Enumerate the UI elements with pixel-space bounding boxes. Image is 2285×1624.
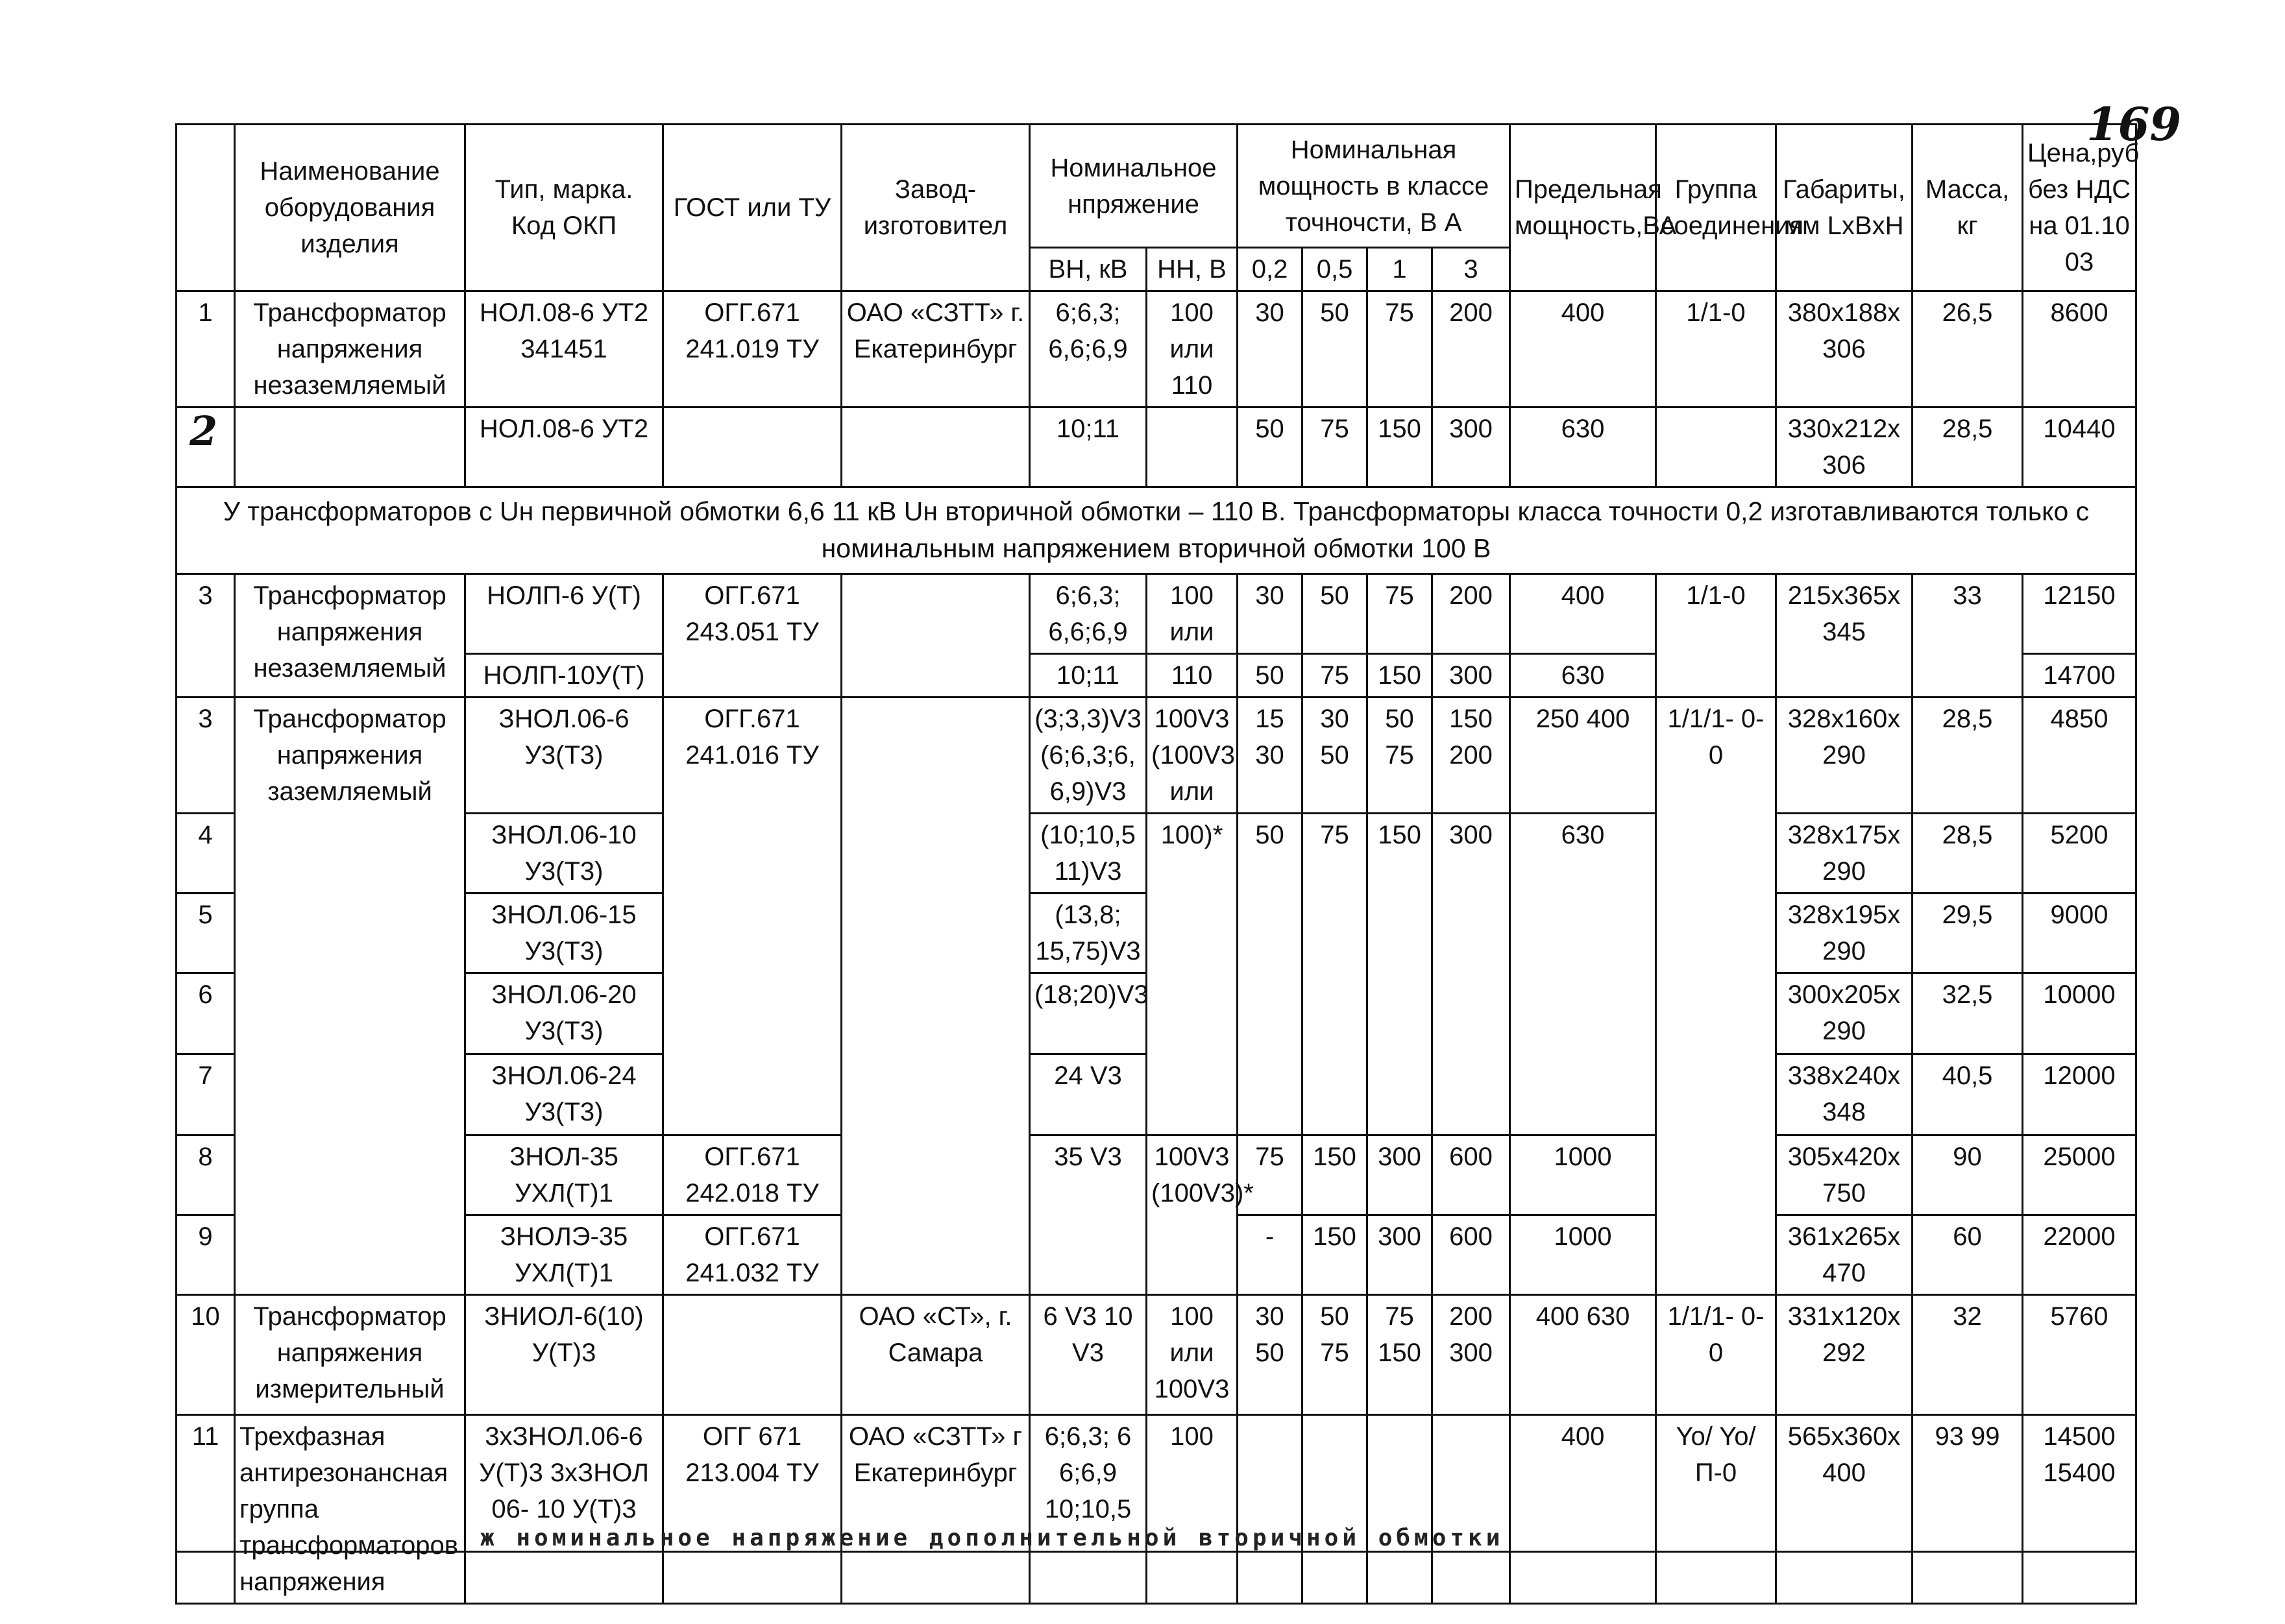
cell-price: 10000 xyxy=(2023,973,2136,1054)
cell-type: ЗНИОЛ-6(10) У(Т)3 xyxy=(465,1294,663,1414)
cell-p3: 300 xyxy=(1432,813,1510,1135)
cell-p1: 150 xyxy=(1367,653,1432,697)
cell-type: 3хЗНОЛ.06-6 У(Т)3 3хЗНОЛ 06- 10 У(Т)3 xyxy=(465,1414,663,1603)
cell-type: ЗНОЛЭ-35 УХЛ(Т)1 xyxy=(465,1215,663,1294)
cell-type: ЗНОЛ.06-24 У3(Т3) xyxy=(465,1054,663,1135)
cell-group: Yo/ Yo/ П-0 xyxy=(1656,1414,1776,1603)
cell-type: НОЛП-10У(Т) xyxy=(465,653,663,697)
cell-price: 5200 xyxy=(2023,813,2136,893)
cell-limit: 630 xyxy=(1510,813,1656,1135)
cell-limit: 400 xyxy=(1510,291,1656,407)
cell-gost: ОГГ.671 241.019 ТУ xyxy=(663,291,842,407)
cell-plant xyxy=(842,407,1030,487)
cell-p02: 50 xyxy=(1238,813,1302,1135)
cell-p05: 30 50 xyxy=(1302,697,1367,813)
table-row xyxy=(177,574,2136,653)
cell-p02: 75 xyxy=(1238,1135,1302,1215)
cell-vn: 24 V3 xyxy=(1030,1054,1147,1135)
cell-plant: ОАО «СЗТТ» г Екатеринбург xyxy=(842,1414,1030,1603)
note-text: У трансформаторов с Uн первичной обмотки 6,6 11 кВ Uн вторичной обмотки – 110 В. Трансформаторы класса точности 0,2 изготавливаются только с номинальным напряжением вторичной обмотки 100 В xyxy=(177,487,2136,574)
cell-n: 4 xyxy=(177,813,235,893)
cell-p05: 75 xyxy=(1302,813,1367,1135)
cell-mass: 28,5 xyxy=(1912,813,2023,893)
cell-vn: (18;20)V3 xyxy=(1030,973,1147,1054)
cell-plant: ОАО «СТ», г. Самара xyxy=(842,1294,1030,1414)
header-gost: ГОСТ или ТУ xyxy=(663,125,842,291)
header-group: Группа соединения xyxy=(1656,125,1776,291)
cell-vn: 6;6,3; 6,6;6,9 xyxy=(1030,574,1147,653)
cell-n: 1 xyxy=(177,291,235,407)
cell-p02: - xyxy=(1238,1215,1302,1294)
cell-name: Трансформатор напряжения заземляемый xyxy=(235,697,465,1294)
cell-mass: 29,5 xyxy=(1912,893,2023,973)
cell-name: Трансформатор напряжения незаземляемый xyxy=(235,291,465,407)
cell-limit: 400 xyxy=(1510,1414,1656,1603)
header-c05: 0,5 xyxy=(1302,248,1367,291)
page-number: 169 xyxy=(2086,97,2182,151)
cell-p1: 75 xyxy=(1367,574,1432,653)
cell-vn: 10;11 xyxy=(1030,653,1147,697)
cell-p05: 150 xyxy=(1302,1135,1367,1215)
cell-dims: 328x195x 290 xyxy=(1776,893,1912,973)
cell-type: НОЛП-6 У(Т) xyxy=(465,574,663,653)
cell-plant xyxy=(842,697,1030,1294)
footnote: ж номинальное напряжение дополнительной вторичной обмотки xyxy=(480,1525,1504,1551)
cell-p3: 150 200 xyxy=(1432,697,1510,813)
table-row xyxy=(177,813,2136,893)
cell-p05: 75 xyxy=(1302,407,1367,487)
cell-dims: 328x160x 290 xyxy=(1776,697,1912,813)
cell-mass: 32 xyxy=(1912,1294,2023,1414)
cell-p1: 150 xyxy=(1367,813,1432,1135)
cell-p02: 15 30 xyxy=(1238,697,1302,813)
cell-p05: 50 75 xyxy=(1302,1294,1367,1414)
cell-type: ЗНОЛ-35 УХЛ(Т)1 xyxy=(465,1135,663,1215)
cell-mass: 33 xyxy=(1912,574,2023,697)
cell-type: ЗНОЛ.06-10 У3(Т3) xyxy=(465,813,663,893)
header-plant: Завод-изготовител xyxy=(842,125,1030,291)
cell-nn: 110 xyxy=(1147,653,1238,697)
cell-vn: 35 V3 xyxy=(1030,1135,1147,1294)
cell-limit: 630 xyxy=(1510,407,1656,487)
cell-p3: 300 xyxy=(1432,653,1510,697)
cell-vn: (13,8; 15,75)V3 xyxy=(1030,893,1147,973)
cell-vn: (10;10,5 11)V3 xyxy=(1030,813,1147,893)
header-type: Тип, марка. Код ОКП xyxy=(465,125,663,291)
cell-n: 9 xyxy=(177,1215,235,1294)
cell-gost: ОГГ.671 241.016 ТУ xyxy=(663,697,842,1135)
cell-p05: 50 xyxy=(1302,574,1367,653)
cell-p05: 75 xyxy=(1302,653,1367,697)
cell-dims: 215x365x 345 xyxy=(1776,574,1912,697)
cell-nn: 100)* xyxy=(1147,813,1238,1135)
cell-plant: ОАО «СЗТТ» г. Екатеринбург xyxy=(842,291,1030,407)
cell-dims: 330x212x 306 xyxy=(1776,407,1912,487)
cell-n: 7 xyxy=(177,1054,235,1135)
cell-limit: 1000 xyxy=(1510,1135,1656,1215)
cell-nn xyxy=(1147,407,1238,487)
cell-vn: 10;11 xyxy=(1030,407,1147,487)
cell-name: Трехфазная антирезонансная группа трансформаторов напряжения xyxy=(235,1414,465,1603)
cell-mass: 93 99 xyxy=(1912,1414,2023,1603)
cell-n: 3 xyxy=(177,697,235,813)
cell-p3: 300 xyxy=(1432,407,1510,487)
header-c1: 1 xyxy=(1367,248,1432,291)
cell-gost: ОГГ.671 243.051 ТУ xyxy=(663,574,842,697)
cell-n xyxy=(177,407,235,487)
cell-mass: 40,5 xyxy=(1912,1054,2023,1135)
cell-p02: 50 xyxy=(1238,407,1302,487)
cell-plant xyxy=(842,574,1030,697)
table-row xyxy=(177,1294,2136,1414)
header-power-class: Номинальная мощность в классе точночсти, В А xyxy=(1238,125,1510,248)
cell-type: НОЛ.08-6 УТ2 xyxy=(465,407,663,487)
cell-mass: 32,5 xyxy=(1912,973,2023,1054)
cell-price: 5760 xyxy=(2023,1294,2136,1414)
cell-type: ЗНОЛ.06-20 У3(Т3) xyxy=(465,973,663,1054)
cell-mass: 28,5 xyxy=(1912,407,2023,487)
cell-p3: 600 xyxy=(1432,1215,1510,1294)
cell-limit: 400 630 xyxy=(1510,1294,1656,1414)
cell-nn: 100V3 (100V3 или xyxy=(1147,697,1238,813)
cell-dims: 361x265x 470 xyxy=(1776,1215,1912,1294)
cell-price: 14500 15400 xyxy=(2023,1414,2136,1603)
cell-p3: 200 300 xyxy=(1432,1294,1510,1414)
cell-dims: 380x188x 306 xyxy=(1776,291,1912,407)
header-row-1 xyxy=(177,125,2136,248)
cell-price: 8600 xyxy=(2023,291,2136,407)
table-row xyxy=(177,407,2136,487)
bottom-rule xyxy=(175,1551,2135,1553)
spec-table-container xyxy=(175,123,2140,1596)
cell-limit: 250 400 xyxy=(1510,697,1656,813)
cell-p02: 50 xyxy=(1238,653,1302,697)
cell-name: Трансформатор напряжения незаземляемый xyxy=(235,574,465,697)
cell-group: 1/1/1- 0-0 xyxy=(1656,697,1776,1294)
cell-price: 14700 xyxy=(2023,653,2136,697)
cell-vn: (3;3,3)V3 (6;6,3;6, 6,9)V3 xyxy=(1030,697,1147,813)
spec-table xyxy=(175,123,2140,1605)
header-nom-voltage: Номинальное нпряжение xyxy=(1030,125,1238,248)
cell-p1: 75 150 xyxy=(1367,1294,1432,1414)
cell-dims: 338x240x 348 xyxy=(1776,1054,1912,1135)
cell-nn: 100 или 100V3 xyxy=(1147,1294,1238,1414)
cell-price: 12000 xyxy=(2023,1054,2136,1135)
cell-limit: 630 xyxy=(1510,653,1656,697)
cell-dims: 305x420x 750 xyxy=(1776,1135,1912,1215)
cell-p1: 75 xyxy=(1367,291,1432,407)
cell-price: 9000 xyxy=(2023,893,2136,973)
header-limit: Предельная мощность,ВА xyxy=(1510,125,1656,291)
header-num xyxy=(177,125,235,291)
cell-n: 5 xyxy=(177,893,235,973)
cell-price: 10440 xyxy=(2023,407,2136,487)
note-row xyxy=(177,487,2136,574)
table-row xyxy=(177,1414,2136,1603)
cell-group: 1/1-0 xyxy=(1656,291,1776,407)
cell-p3: 200 xyxy=(1432,574,1510,653)
cell-p02: 30 xyxy=(1238,291,1302,407)
cell-p3: 600 xyxy=(1432,1135,1510,1215)
cell-p1 xyxy=(1367,1414,1432,1603)
cell-p05 xyxy=(1302,1414,1367,1603)
cell-vn: 6;6,3; 6 6;6,9 10;10,5 xyxy=(1030,1414,1147,1603)
cell-group: 1/1-0 xyxy=(1656,574,1776,697)
cell-p02: 30 50 xyxy=(1238,1294,1302,1414)
cell-limit: 400 xyxy=(1510,574,1656,653)
header-price: Цена,руб без НДС на 01.10 03 xyxy=(2023,125,2136,291)
header-dims: Габариты, мм LxBxH xyxy=(1776,125,1912,291)
cell-dims: 331x120x 292 xyxy=(1776,1294,1912,1414)
cell-dims: 300x205x 290 xyxy=(1776,973,1912,1054)
cell-p1: 50 75 xyxy=(1367,697,1432,813)
cell-nn: 100 xyxy=(1147,1414,1238,1603)
cell-name xyxy=(235,407,465,487)
cell-price: 12150 xyxy=(2023,574,2136,653)
cell-price: 25000 xyxy=(2023,1135,2136,1215)
header-mass: Масса, кг xyxy=(1912,125,2023,291)
cell-nn: 100 или 110 xyxy=(1147,291,1238,407)
cell-mass: 60 xyxy=(1912,1215,2023,1294)
cell-n: 8 xyxy=(177,1135,235,1215)
cell-limit: 1000 xyxy=(1510,1215,1656,1294)
cell-gost: ОГГ 671 213.004 ТУ xyxy=(663,1414,842,1603)
header-c02: 0,2 xyxy=(1238,248,1302,291)
table-row xyxy=(177,697,2136,813)
cell-p3 xyxy=(1432,1414,1510,1603)
cell-group: 1/1/1- 0-0 xyxy=(1656,1294,1776,1414)
cell-n: 6 xyxy=(177,973,235,1054)
cell-gost xyxy=(663,1294,842,1414)
cell-p02: 30 xyxy=(1238,574,1302,653)
cell-gost: ОГГ.671 242.018 ТУ xyxy=(663,1135,842,1215)
table-row xyxy=(177,1135,2136,1215)
cell-gost: ОГГ.671 241.032 ТУ xyxy=(663,1215,842,1294)
cell-name: Трансформатор напряжения измерительный xyxy=(235,1294,465,1414)
cell-mass: 26,5 xyxy=(1912,291,2023,407)
cell-n: 11 xyxy=(177,1414,235,1603)
table-row xyxy=(177,291,2136,407)
cell-gost xyxy=(663,407,842,487)
cell-price: 22000 xyxy=(2023,1215,2136,1294)
header-c3: 3 xyxy=(1432,248,1510,291)
cell-p3: 200 xyxy=(1432,291,1510,407)
cell-vn: 6;6,3; 6,6;6,9 xyxy=(1030,291,1147,407)
cell-p1: 300 xyxy=(1367,1215,1432,1294)
cell-type: ЗНОЛ.06-6 У3(Т3) xyxy=(465,697,663,813)
cell-n: 3 xyxy=(177,574,235,697)
cell-p1: 300 xyxy=(1367,1135,1432,1215)
cell-group xyxy=(1656,407,1776,487)
cell-dims: 328x175x 290 xyxy=(1776,813,1912,893)
header-vn: ВН, кВ xyxy=(1030,248,1147,291)
header-name: Наименование оборудования изделия xyxy=(235,125,465,291)
cell-type: НОЛ.08-6 УТ2 341451 xyxy=(465,291,663,407)
cell-n: 10 xyxy=(177,1294,235,1414)
cell-dims: 565x360x 400 xyxy=(1776,1414,1912,1603)
cell-vn: 6 V3 10 V3 xyxy=(1030,1294,1147,1414)
header-nn: НН, В xyxy=(1147,248,1238,291)
cell-nn: 100 или xyxy=(1147,574,1238,653)
cell-type: ЗНОЛ.06-15 У3(Т3) xyxy=(465,893,663,973)
cell-p05: 50 xyxy=(1302,291,1367,407)
cell-mass: 90 xyxy=(1912,1135,2023,1215)
cell-p02 xyxy=(1238,1414,1302,1603)
cell-mass: 28,5 xyxy=(1912,697,2023,813)
cell-p1: 150 xyxy=(1367,407,1432,487)
cell-p05: 150 xyxy=(1302,1215,1367,1294)
row-handmark: 2 xyxy=(189,407,218,455)
cell-price: 4850 xyxy=(2023,697,2136,813)
cell-nn: 100V3 (100V3)* xyxy=(1147,1135,1238,1294)
